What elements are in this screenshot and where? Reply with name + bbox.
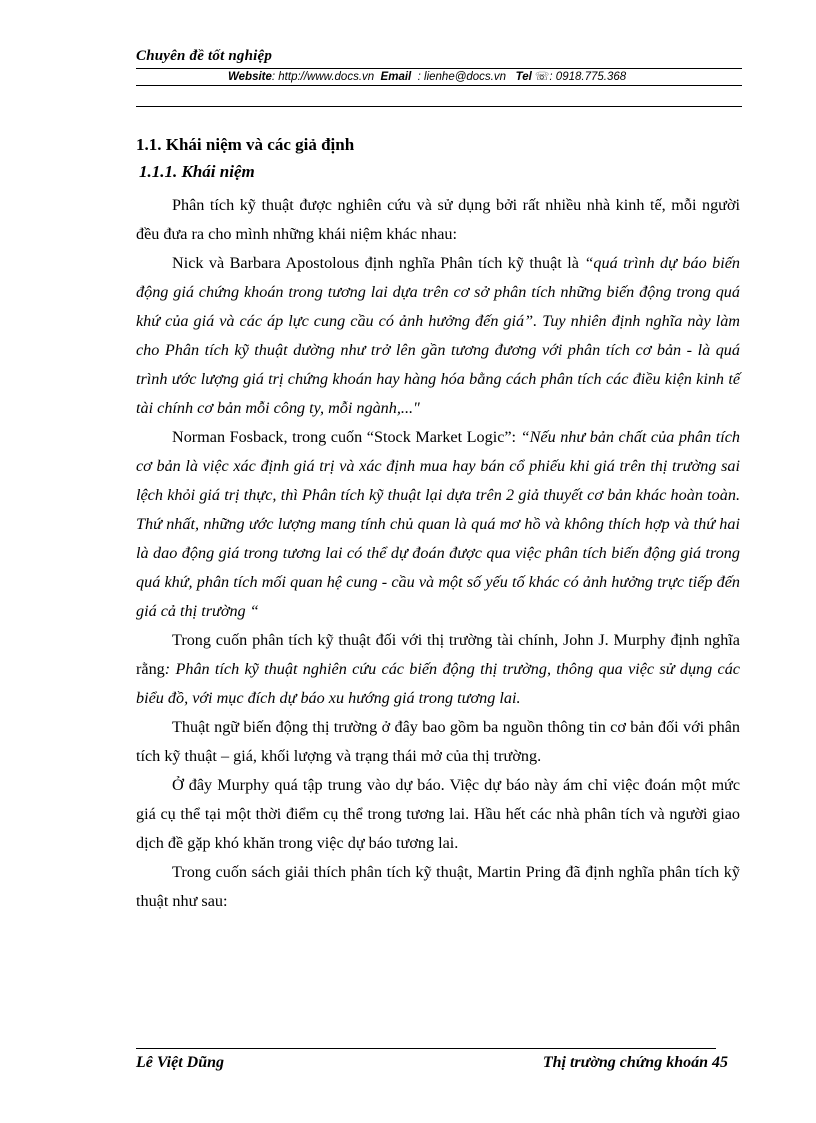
header-rule-2 [136, 85, 742, 86]
page-footer [136, 1048, 740, 1072]
paragraph-fosback [136, 423, 740, 626]
tel-value: : 0918.775.368 [549, 71, 627, 83]
footer-author: Lê Việt Dũng [136, 1054, 225, 1071]
header-title: Chuyên đề tốt nghiệp [136, 48, 273, 64]
quote-text: “Nếu như bản chất của phân tích cơ bản là việc xác định giá trị và xác định mua hay bán cổ phiếu khi giá trên thị trường sai lệch khỏi giá trị thực, thì Phân tích kỹ thuật lại dựa trên 2 giả thuyết cơ bản khác hoàn toàn. Thứ nhất, những ước lượng mang tính chủ quan là quá mơ hồ và không thích hợp và thứ hai là dao động giá trong tương lai có thể dự đoán được qua việc phân tích biến động giá trong quá khứ, phân tích mối quan hệ cung - cầu và một số yếu tố khác có ảnh hưởng trực tiếp đến giá cả thị trường “ [136, 428, 740, 620]
paragraph-apostolous [136, 249, 740, 423]
footer-rule [136, 1048, 716, 1049]
footer-course-page: Thị trường chứng khoán 45 [542, 1054, 728, 1071]
header-contact [136, 70, 742, 84]
subsection-heading: 1.1.1. Khái niệm [139, 162, 255, 181]
email-label: Email [380, 71, 412, 83]
paragraph-pring: Trong cuốn sách giải thích phân tích kỹ thuật, Martin Pring đã định nghĩa phân tích kỹ thuật như sau: [136, 863, 740, 910]
paragraph-murphy [136, 626, 740, 713]
document-body [136, 134, 740, 916]
paragraph-terminology: Thuật ngữ biến động thị trường ở đây bao gồm ba nguồn thông tin cơ bản đối với phân tích kỹ thuật – giá, khối lượng và trạng thái mở của thị trường. [136, 718, 740, 765]
quote-text: : Phân tích kỹ thuật nghiên cứu các biến động thị trường, thông qua việc sử dụng các biểu đồ, với mục đích dự báo xu hướng giá trong tương lai. [136, 660, 740, 707]
header-rule [136, 68, 742, 69]
section-heading: 1.1. Khái niệm và các giả định [136, 135, 355, 154]
paragraph-lead: Trong cuốn phân tích kỹ thuật đối với thị trường tài chính, John J. Murphy định nghĩa rằng [136, 631, 740, 678]
tel-label: Tel [515, 71, 532, 83]
quote-text: “quá trình dự báo biến động giá chứng khoán trong tương lai dựa trên cơ sở phân tích những biến động trong quá khứ của giá và các áp lực cung cầu có ảnh hưởng đến giá”. Tuy nhiên định nghĩa này làm cho Phân tích kỹ thuật dường như trở lên gần tương đương với phân tích cơ bản - là quá trình ước lượng giá trị chứng khoán hay hàng hóa bằng cách phân tích các điều kiện kinh tế tài chính cơ bản mỗi công ty, mỗi ngành,..." [136, 254, 740, 417]
website-link[interactable]: : http://www.docs.vn [271, 71, 375, 83]
page-header [136, 48, 742, 107]
paragraph-lead: Norman Fosback, trong cuốn “Stock Market Logic”: [172, 428, 521, 446]
email-link[interactable]: : lienhe@docs.vn [414, 71, 507, 83]
paragraph-lead: Nick và Barbara Apostolous định nghĩa Phân tích kỹ thuật là [172, 254, 585, 272]
paragraph-intro: Phân tích kỹ thuật được nghiên cứu và sử dụng bởi rất nhiều nhà kinh tế, mỗi người đều đưa ra cho mình những khái niệm khác nhau: [136, 196, 740, 243]
header-rule-3 [136, 106, 742, 107]
phone-icon: ☏ [535, 71, 550, 83]
paragraph-forecast: Ở đây Murphy quá tập trung vào dự báo. Việc dự báo này ám chỉ việc đoán một mức giá cụ thể tại một thời điểm cụ thể trong tương lai. Hầu hết các nhà phân tích và người giao dịch đề gặp khó khăn trong việc dự báo tương lai. [136, 776, 740, 852]
website-label: Website [228, 71, 272, 83]
